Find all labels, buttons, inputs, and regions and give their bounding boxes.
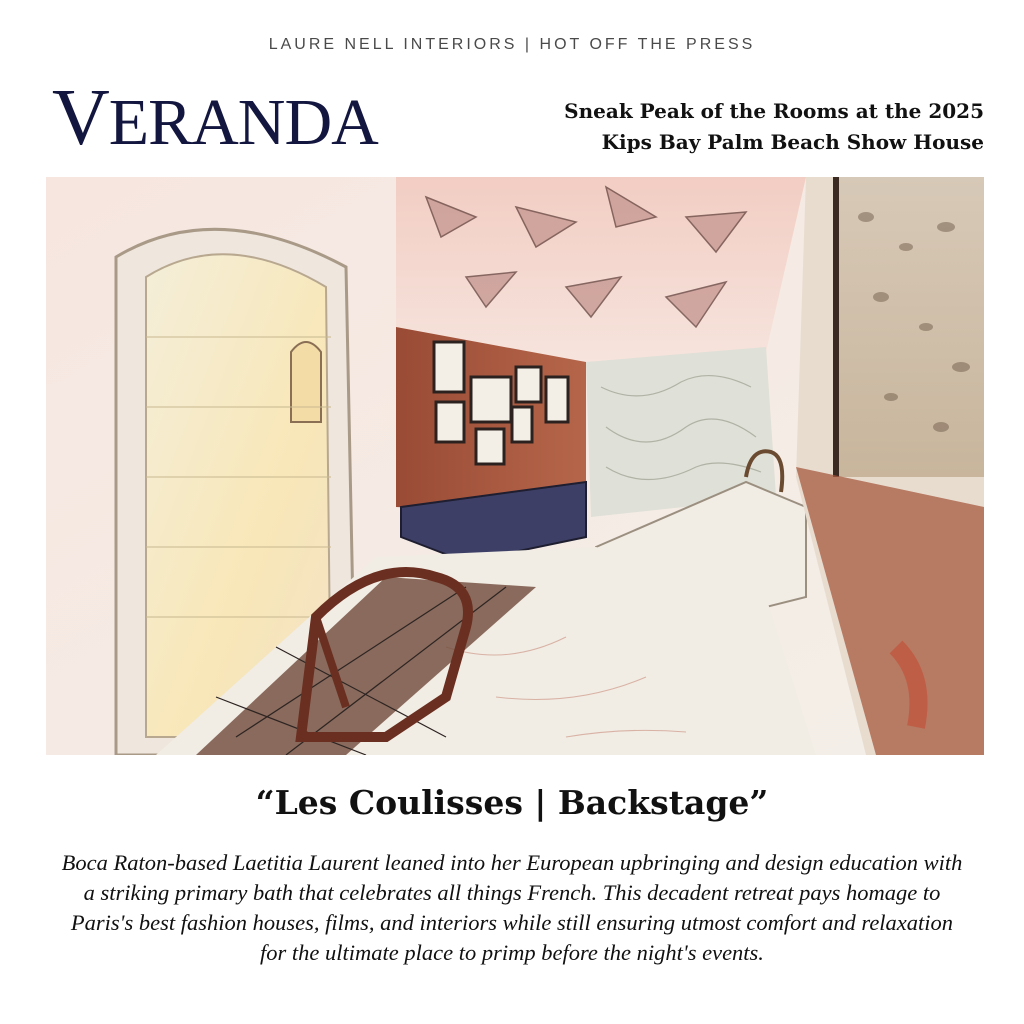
headline-line-2: Kips Bay Palm Beach Show House: [601, 130, 984, 154]
veranda-logo: VERANDA: [52, 74, 378, 162]
room-title: “Les Coulisses | Backstage”: [255, 783, 769, 822]
headline-line-1: Sneak Peak of the Rooms at the 2025: [564, 99, 984, 123]
bathroom-illustration: [46, 177, 984, 755]
headline: [564, 96, 984, 158]
room-description: Boca Raton-based Laetitia Laurent leaned into her European upbringing and design education with a striking primary bath that celebrates all things French. This decadent retreat pays homage to Paris's best fashion houses, films, and interiors while still ensuring utmost comfort and relaxation for the ultimate place to primp before the night's events.: [61, 850, 963, 965]
brand-topline: LAURE NELL INTERIORS | HOT OFF THE PRESS: [268, 36, 756, 53]
